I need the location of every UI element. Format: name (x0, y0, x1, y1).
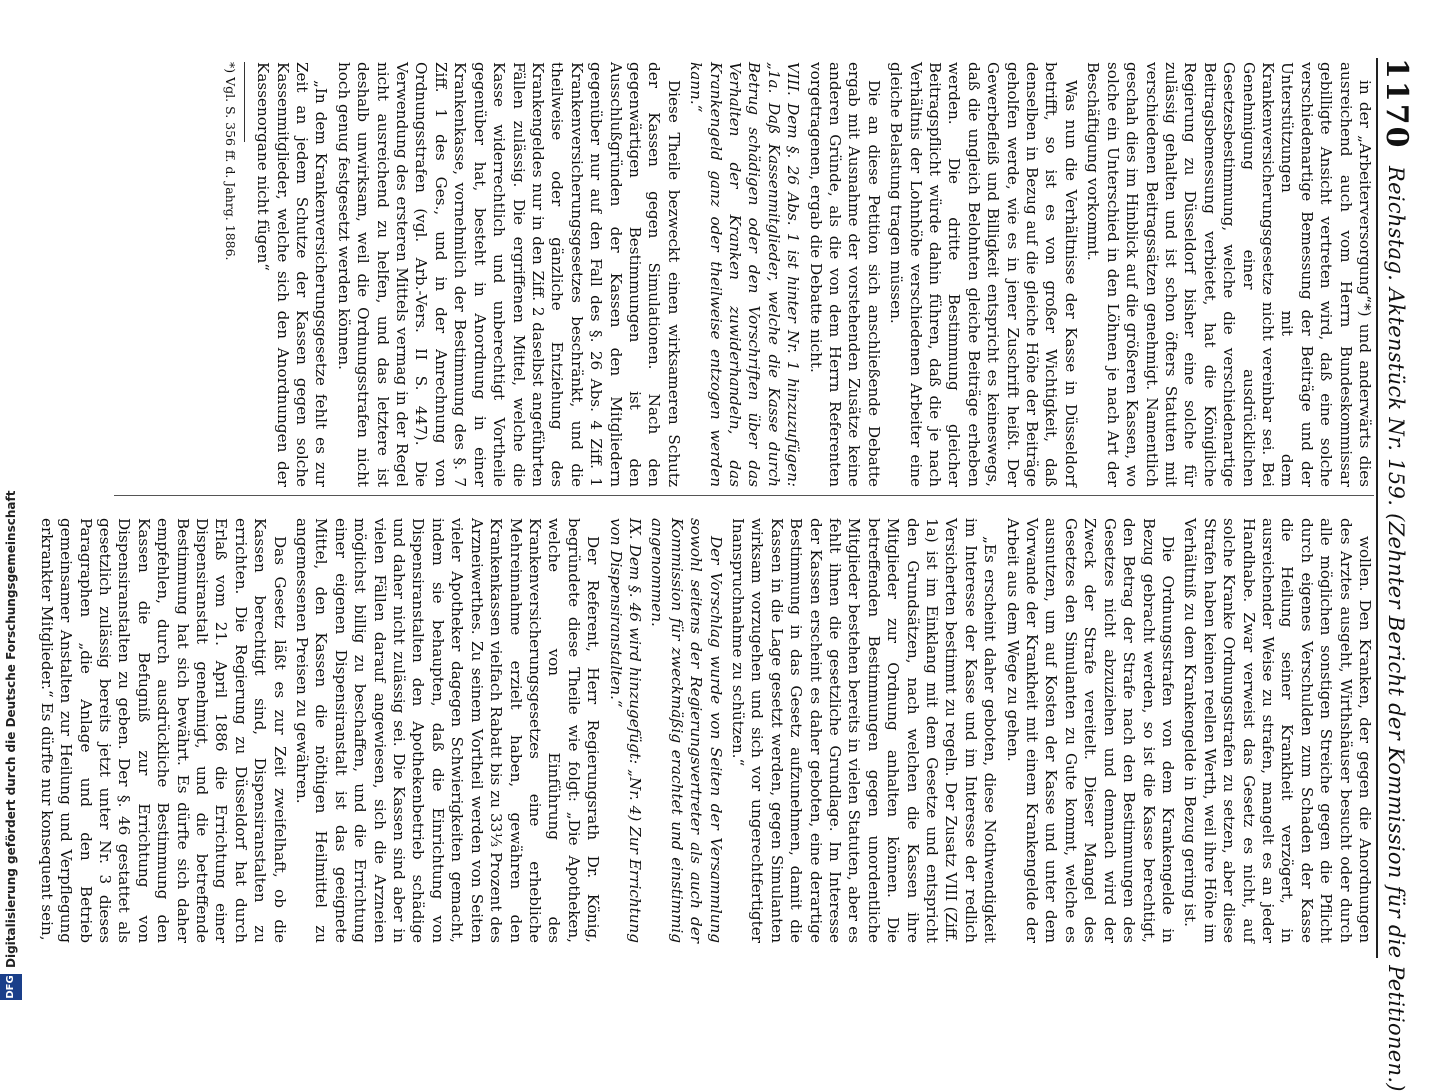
funding-notice: Digitalisierung gefördert durch die Deutsche Forschungsgemeinschaft (4, 490, 18, 968)
page-number: 1170 (1379, 58, 1414, 150)
paragraph: Diese Theile bezweckt einen wirksameren Schutz der Kassen gegen Simulationen. Nach den gegenwärtigen Bestimmungen ist den Ausschlußgründen der Kassen den Mitgliedern gegenüber nur auf den Fall des §. 26 Abs. 4 Ziff. 1 Krankenversicherungsgesetzes beschränkt, und die theilweise oder gänzliche Entziehung des Krankengeldes nur in den Ziff. 2 daselbst angeführten Fällen zulässig. Die ergriffenen Mittel, welche die Kasse widerrechtlich und unberechtigt Vortheile gegenüber hat, besteht in Anordnung in einer Krankenkasse, vornehmlich der Bestimmung des §. 7 Ziff. 1 des Ges., und in der Anrechnung von Ordnungsstrafen (vgl. Arb.-Vers. II S. 447). Die Verwendung des ersteren Mittels vermag in der Regel nicht ausreichend zu helfen, und das letztere ist deshalb unwirksam, weil die Ordnungsstrafen nicht hoch genug festgesetzt werden können. (334, 62, 683, 487)
paragraph: Das Gesetz läßt es zur Zeit zweifelhaft, ob die Kassen berechtigt sind, Dispensiranstalten zu errichten. Die Regierung zu Düsseldorf hat durch Erlaß vom 21. April 1886 die Errichtung einer Dispensiranstalt genehmigt, und die betreffende Bestimmung hat sich bewährt. Es dürfte sich daher empfehlen, durch ausdrückliche Bestimmung den Kassen die Befugniß zur Errichtung von Dispensiranstalten zu geben. Der §. 46 gestattet als gesetzlich zulässig bereits jetzt unter Nr. 3 dieses Paragraphen „die Anlage und den Betrieb gemeinsamer Anstalten zur Heilung und Verpflegung erkrankter Mitglieder.“ Es dürfte nur konsequent sein, (37, 518, 289, 943)
dfg-logo-text: DFG (5, 975, 16, 999)
paragraph: Die an diese Petition sich anschließende Debatte ergab mit Ausnahme der vorstehenden Zusätze keine anderen Gründe, als die von dem Herrn Referenten vorgetragenen, ergab die Debatte nicht. (806, 62, 883, 487)
page-header (1378, 58, 1418, 1092)
paragraph: „Es erscheint daher geboten, diese Nothwendigkeit im Interesse der Kasse und im Interesse der redlich Versicherten bestimmt zu regeln. Der Zusatz VIII (Ziff. 1a) ist im Einklang mit dem Gesetze und entspricht den Grundsätzen, nach welchen die Kassen ihre Mitglieder zur Ordnung anhalten können. Die betreffenden Bestimmungen gegen unordentliche Mitglieder bestehen bereits in vielen Statuten, aber es fehlt ihnen die gesetzliche Grundlage. Im Interesse der Kassen erscheint es daher geboten, eine derartige Bestimmung in das Gesetz aufzunehmen, damit die Kassen in die Lage gesetzt werden, gegen Simulanten wirksam vorzugehen und sich vor ungerechtfertigter Inanspruchnahme zu schützen.“ (729, 518, 1000, 943)
running-title: Reichstag. Aktenstück Nr. 159. (Zehnter Bericht der Kommission für die Petitionen.) (1384, 166, 1408, 1092)
paragraph: IX. Dem §. 46 wird hinzugefügt: „Nr. 4) Zur Errichtung von Dispensiranstalten.“ (606, 518, 644, 943)
paragraph: VIII. Dem §. 26 Abs. 1 ist hinter Nr. 1 hinzuzufügen: „1a. Daß Kassenmitglieder, welche die Kasse durch Betrug schädigen oder den Vorschriften über das Verhalten der Kranken zuwiderhandeln, das Krankengeld ganz oder theilweise entzogen werden kann.“ (687, 62, 803, 487)
paragraph: Was nun die Verhältnisse der Kasse in Düsseldorf betrifft, so ist es von großer Wichtigkeit, daß denselben in Bezug auf die gleiche Höhe der Beiträge geholfen werde, wie es in jener Zuschrift heißt. Der Gewerbefleiß und Billigkeit entspricht es keineswegs, daß die ungleich Belohnten gleiche Beiträge erheben werden. Die dritte Bestimmung gleicher Beitragspflicht würde dahin führen, daß die je nach Verhältnis der Lohnhöhe verschiedenen Arbeiter eine gleiche Belastung tragen müssen. (887, 62, 1080, 487)
paragraph: „In dem Krankenversicherungsgesetze fehlt es zur Zeit an jedem Schutze der Kassen gegen solche Kassenmitglieder, welche sich den Anordnungen der Kassenorgane nicht fügen“ (254, 62, 331, 487)
paragraph: in der „Arbeiterversorgung“*) und anderwärts dies ausreichend auch vom Herrn Bundeskommissar gebilligte Ansicht vertreten wird, daß eine solche verschiedenartige Bemessung der Beiträge und der Unterstützungen mit dem Krankenversicherungsgesetze nicht vereinbar sei. Bei Genehmigung einer ausdrücklichen Gesetzesbestimmung, welche die verschiedenartige Beitragsbemessung verbietet, hat die Königliche Regierung zu Düsseldorf bisher eine solche für zulässig gehalten und ist schon öfters Statuten mit verschiedenen Beitragssätzen genehmigt. Namentlich geschah dies im Hinblick auf die größeren Kassen, wo solche ein Unterschied in den Löhnen je nach Art der Beschäftigung vorkommt. (1084, 62, 1374, 487)
paragraph: Die Ordnungsstrafen von dem Krankengelde in Bezug gebracht werden, so ist die Kasse berechtigt, den Betrag der Strafe nach den Bestimmungen des Gesetzes nicht abzuziehen und demnach wird der Zweck der Strafe vereitelt. Dieser Mangel des Gesetzes den Simulanten zu Gute kommt, welche es ausnutzen, um auf Kosten der Kasse und unter dem Vorwande der Krankheit mit einem Krankengelde der Arbeit aus dem Wege zu gehen. (1003, 518, 1177, 943)
header-rule (1376, 58, 1378, 958)
paragraph: Der Vorschlag wurde von Seiten der Versammlung sowohl seitens der Regierungsvertreter als auch der Kommission für zweckmäßig erachtet und einstimmig angenommen. (648, 518, 725, 943)
left-column (74, 62, 1374, 487)
footnote-rule (244, 62, 245, 142)
side-strip (0, 0, 22, 1000)
right-column (37, 518, 1374, 943)
column-divider (114, 495, 1374, 496)
paragraph: Der Referent, Herr Regierungsrath Dr. König, begründete diese Theile wie folgt: „Die Apotheken, welche von Einführung des Krankenversicherungsgesetzes eine erhebliche Mehreinnahme erzielt haben, gewähren den Krankenkassen vielfach Rabatt bis zu 33⅓ Prozent des Arzneiwerthes. Zu seinem Vortheil werden von Seiten vieler Apotheker dagegen Schwierigkeiten gemacht, indem sie behaupten, daß die Einrichtung von Dispensiranstalten den Apothekenbetrieb schädige und daher nicht zulässig sei. Die Kassen sind aber in vielen Fällen darauf angewiesen, sich die Arzneien möglichst billig zu beschaffen, und die Errichtung einer eigenen Dispensiranstalt ist das geeignete Mittel, den Kassen die nöthigen Heilmittel zu angemessenen Preisen zu gewähren. (293, 518, 603, 943)
footnote: *) Vgl. S. 356 ff. d. Jahrg. 1886. (222, 62, 238, 261)
dfg-logo-icon (0, 974, 22, 1000)
paragraph: wollen. Den Kranken, der gegen die Anordnungen des Arztes ausgeht, Wirthshäuser besucht oder durch alle möglichen sonstigen Streiche gegen die Pflicht durch eigenes Verschulden zum Schaden der Kasse die Heilung seiner Krankheit verzögert, in ausreichender Weise zu strafen, mangelt es an jeder Handhabe. Zwar verweist das Gesetz es nicht, auf solche Kranke Ordnungsstrafen zu setzen, aber diese Strafen haben keinen reellen Werth, weil ihre Höhe im Verhältniß zu dem Krankengelde in Bezug gering ist. (1181, 518, 1374, 943)
